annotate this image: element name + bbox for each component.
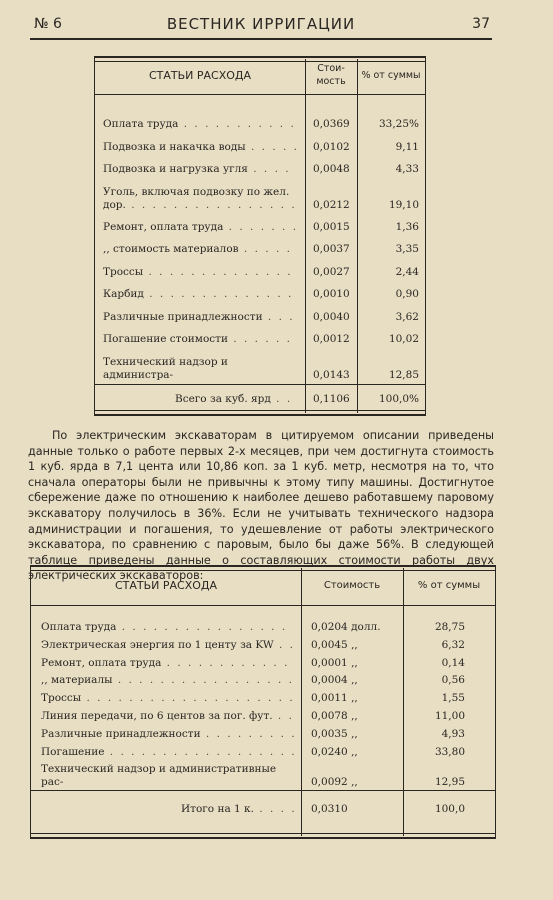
- total-label: Всего за куб. ярд . .: [175, 393, 293, 405]
- row-percent: 12,95: [434, 776, 465, 789]
- column-header-items: СТАТЬИ РАСХОДА: [114, 579, 218, 592]
- row-label: Различные принадлежности . . .: [103, 310, 295, 323]
- row-cost: 0,0035 ,,: [311, 727, 358, 740]
- row-cost: 0,0102: [313, 140, 350, 153]
- row-label-text: Ремонт, оплата труда: [41, 656, 162, 669]
- row-label-text: Оплата труда: [103, 118, 179, 130]
- row-cost: 0,0048: [313, 163, 350, 175]
- column-header-items: СТАТЬИ РАСХОДА: [148, 69, 252, 82]
- row-percent: 4,93: [441, 727, 465, 740]
- row-label: Троссы . . . . . . . . . . . . . .: [103, 265, 293, 278]
- total-percent: 100,0: [434, 803, 465, 815]
- row-cost: 0,0040: [313, 310, 350, 323]
- row-cost: 0,0240 ,,: [311, 745, 358, 758]
- row-cost: 0,0015: [313, 220, 350, 233]
- header-rule: [95, 94, 425, 95]
- row-cost: 0,0078 ,,: [311, 710, 358, 722]
- row-label: Оплата труда . . . . . . . . . . .: [103, 118, 296, 130]
- row-label-text: Оплата труда: [41, 621, 117, 633]
- row-label-text: Технический надзор и администра-: [103, 355, 228, 381]
- row-label-text: ,, материалы: [41, 674, 113, 687]
- total-cost: 0,1106: [313, 393, 350, 405]
- row-percent: 28,75: [434, 621, 465, 633]
- body-paragraph: По электрическим экскаваторам в цитируемом описании приведены данные только о работе первых 2-х месяцев, при чем достигнута стоимость 1 куб. ярда в 7,1 цента или 10,86 коп. за 1 куб. метр, несмотря на то, что сначала операторы были не привычны к этому типу машины. Достигнутое сбережение даже по отношению к наиболее дешево работавшему паровому экскаватору получилось в 36%. Если не учитывать технического надзора администрации и погашения, то удешевление от работы электрического экскаватора, по сравнению с паровым, было бы даже 56%. В следующей таблице приведены данные о составляющих стоимости работы двух электрических экскаваторов:: [28, 429, 494, 583]
- total-cost: 0,0310: [311, 803, 348, 815]
- row-label: Уголь, включая подвозку по жел. дор. . . . . . . . . . . . . . . . .: [103, 185, 297, 211]
- row-percent: 12,85: [388, 368, 419, 381]
- column-header-percent: % от суммы: [361, 70, 421, 81]
- row-label-text: Подвозка и накачка воды: [103, 140, 246, 153]
- row-label: Погашение . . . . . . . . . . . . . . . . . .: [41, 745, 297, 758]
- row-cost: 0,0004 ,,: [311, 674, 358, 687]
- row-cost: 0,0204 долл.: [311, 621, 381, 633]
- row-label-text: Подвозка и нагрузка угля: [103, 163, 248, 175]
- running-header: [30, 14, 492, 40]
- row-label-text: Различные принадлежности: [103, 310, 263, 323]
- header-rule: [31, 605, 495, 606]
- row-cost: 0,0010: [313, 288, 350, 300]
- row-label-text: Электрическая энергия по 1 центу за KW: [41, 638, 274, 651]
- row-label-text: Троссы: [41, 692, 82, 705]
- row-label: ,, стоимость материалов . . . . .: [103, 243, 292, 255]
- row-percent: 10,02: [388, 333, 419, 345]
- row-percent: 19,10: [388, 198, 419, 211]
- cost-table-steam-excavator: [94, 56, 426, 416]
- row-label: Троссы . . . . . . . . . . . . . . . . . . . .: [41, 692, 295, 705]
- row-cost: 0,0212: [313, 198, 350, 211]
- row-label: [103, 356, 301, 382]
- row-percent: 1,36: [395, 220, 419, 233]
- row-label-text: Технический надзор и административные рас-: [41, 763, 277, 789]
- row-cost: 0,0027: [313, 265, 350, 278]
- row-label-text: Карбид: [103, 288, 144, 300]
- row-label: Ремонт, оплата труда . . . . . . .: [103, 220, 299, 233]
- total-percent: 100,0%: [378, 393, 419, 405]
- row-percent: 2,44: [395, 265, 419, 278]
- row-cost: 0,0045 ,,: [311, 638, 358, 651]
- row-percent: 0,14: [441, 656, 465, 669]
- row-label: Различные принадлежности . . . . . . . . .: [41, 727, 297, 740]
- page-number: 37: [472, 16, 490, 32]
- row-percent: 33,80: [434, 745, 465, 758]
- row-label: Оплата труда . . . . . . . . . . . . . . . .: [41, 621, 288, 633]
- row-label: Линия передачи, по 6 центов за пог. фут. . .: [41, 710, 294, 722]
- total-rule: [31, 790, 495, 791]
- column-divider: [301, 568, 302, 836]
- column-header-cost: Стоимость: [323, 580, 381, 591]
- total-rule: [95, 384, 425, 385]
- row-label-text: ,, стоимость материалов: [103, 243, 239, 255]
- row-label: [41, 763, 297, 789]
- row-cost: 0,0369: [313, 118, 350, 130]
- table-bottom-rule: [95, 410, 425, 416]
- row-cost: 0,0012: [313, 333, 350, 345]
- row-label: Электрическая энергия по 1 центу за KW . .: [41, 638, 296, 651]
- row-label-text: Троссы: [103, 265, 144, 278]
- row-label-text: Погашение стоимости: [103, 333, 228, 345]
- row-percent: 6,32: [441, 638, 465, 651]
- column-divider: [403, 568, 404, 836]
- row-cost: 0,0092 ,,: [311, 776, 358, 789]
- row-label-text: Различные принадлежности: [41, 727, 201, 740]
- row-percent: 3,62: [395, 310, 419, 323]
- row-percent: 0,56: [441, 674, 465, 687]
- column-header-percent: % от суммы: [417, 580, 481, 591]
- row-label-text: Ремонт, оплата труда: [103, 220, 224, 233]
- row-label: ,, материалы . . . . . . . . . . . . . . . . .: [41, 674, 294, 687]
- row-percent: 11,00: [434, 710, 465, 722]
- row-label-text: Уголь, включая подвозку по жел. дор.: [103, 185, 290, 211]
- table-bottom-rule: [31, 833, 495, 839]
- row-percent: 3,35: [395, 243, 419, 255]
- row-percent: 0,90: [395, 288, 419, 300]
- table-top-rule: [31, 565, 495, 571]
- row-label: Ремонт, оплата труда . . . . . . . . . . . .: [41, 656, 290, 669]
- total-label: Итого на 1 к. . . . .: [181, 803, 297, 815]
- row-cost: 0,0143: [313, 368, 350, 381]
- row-cost: 0,0001 ,,: [311, 656, 358, 669]
- row-percent: 4,33: [395, 163, 419, 175]
- column-divider: [357, 59, 358, 413]
- column-header-cost: Стои- мость: [316, 63, 346, 87]
- row-label-text: Погашение: [41, 745, 105, 758]
- row-cost: 0,0011 ,,: [311, 692, 358, 705]
- table-top-rule: [95, 56, 425, 62]
- row-label: Подвозка и накачка воды . . . . .: [103, 140, 300, 153]
- journal-title: ВЕСТНИК ИРРИГАЦИИ: [166, 15, 356, 33]
- row-label: Погашение стоимости . . . . . .: [103, 333, 293, 345]
- row-percent: 9,11: [395, 140, 419, 153]
- row-cost: 0,0037: [313, 243, 350, 255]
- row-percent: 1,55: [441, 692, 465, 705]
- row-label: Подвозка и нагрузка угля . . . .: [103, 163, 291, 175]
- column-divider: [305, 59, 306, 413]
- row-label: Карбид . . . . . . . . . . . . . .: [103, 288, 294, 300]
- cost-table-electric-excavator: [30, 565, 496, 839]
- row-percent: 33,25%: [378, 118, 419, 130]
- issue-number: № 6: [34, 16, 62, 32]
- row-label-text: Линия передачи, по 6 центов за пог. фут.: [41, 710, 273, 722]
